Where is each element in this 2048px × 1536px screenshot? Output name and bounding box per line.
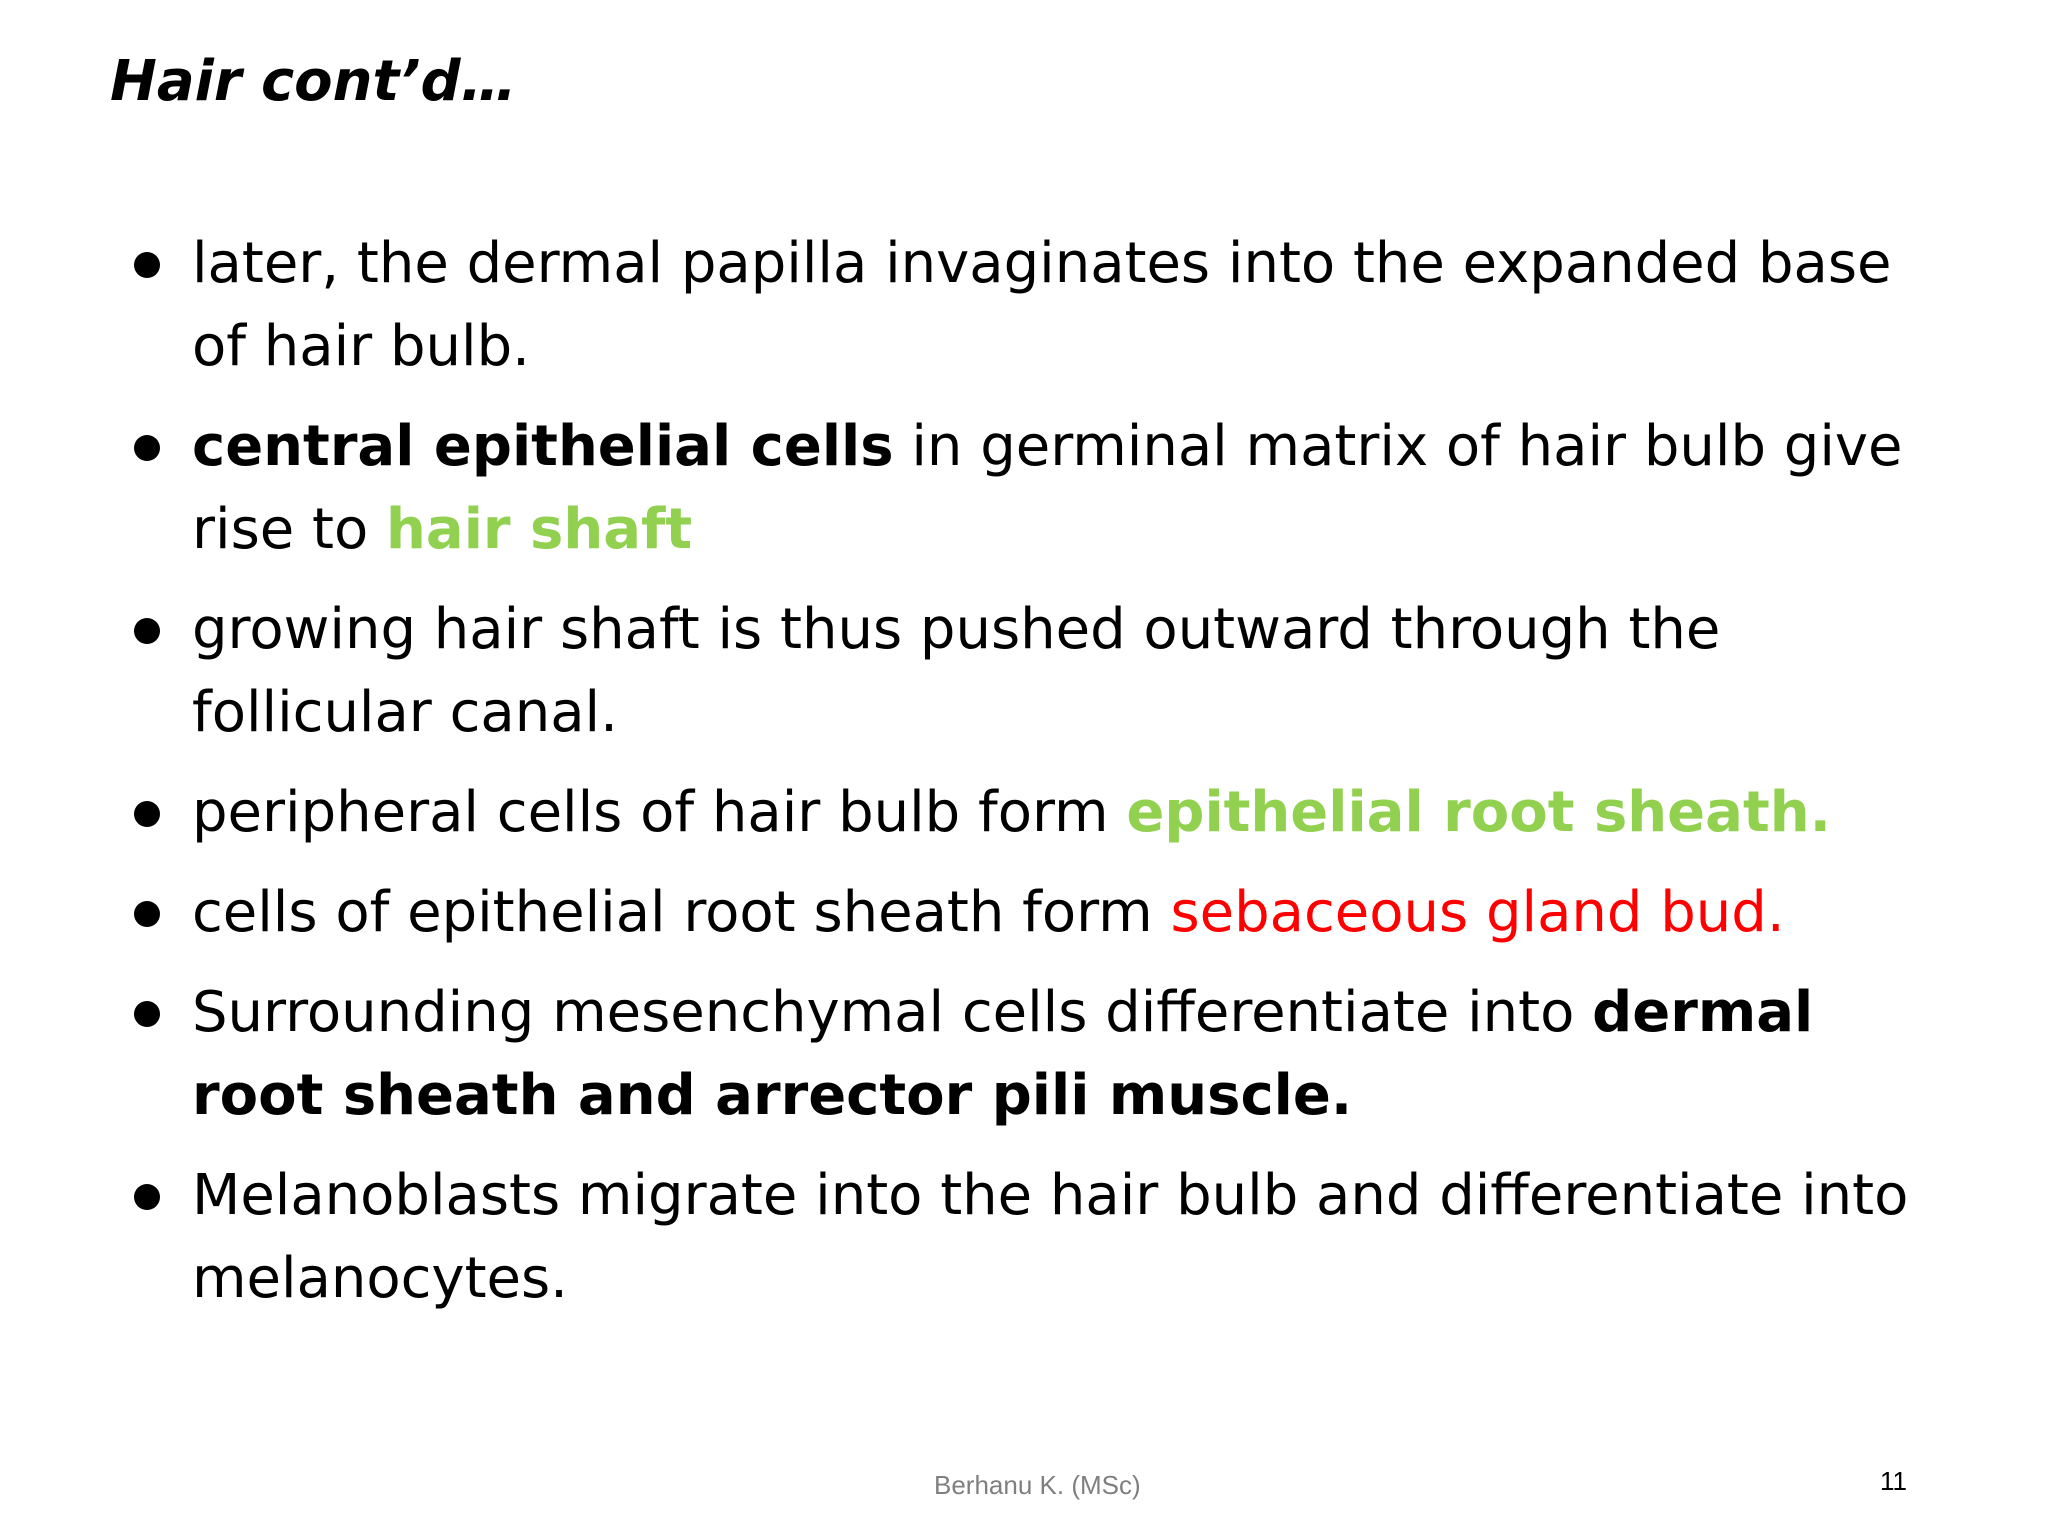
bullet-dot-icon [134, 1001, 160, 1027]
slide-title: Hair cont’d… [110, 49, 517, 114]
bullet-dot-icon [134, 801, 160, 827]
bullet-text: Surrounding mesenchymal cells differentiate into [192, 980, 1593, 1045]
bullet-text: cells of epithelial root sheath form [192, 880, 1171, 945]
bullet-text: Melanoblasts migrate into the hair bulb and differentiate into melanocytes. [192, 1163, 1909, 1311]
bullet-item [130, 871, 1950, 954]
bullet-item [130, 405, 1950, 571]
bullet-dot-icon [134, 252, 160, 278]
slide-footer-author: Berhanu K. (MSc) [934, 1470, 1141, 1500]
bullet-item [130, 222, 1950, 388]
bullet-bold-text: central epithelial cells [192, 414, 894, 479]
bullet-item [130, 588, 1950, 754]
bullet-green-text: epithelial root sheath. [1126, 780, 1831, 845]
bullet-text: later, the dermal papilla invaginates into the expanded base of hair bulb. [192, 231, 1892, 379]
bullet-item [130, 971, 1950, 1137]
bullet-green-text: hair shaft [386, 497, 693, 562]
bullet-list [130, 222, 1950, 1337]
bullet-dot-icon [134, 1184, 160, 1210]
bullet-bold-text: dermal root sheath and arrector pili muscle. [192, 980, 1814, 1128]
bullet-item [130, 771, 1950, 854]
bullet-dot-icon [134, 618, 160, 644]
slide-page-number: 11 [1880, 1466, 1907, 1496]
bullet-text: peripheral cells of hair bulb form [192, 780, 1127, 845]
bullet-item [130, 1154, 1950, 1320]
bullet-dot-icon [134, 435, 160, 461]
bullet-dot-icon [134, 901, 160, 927]
bullet-text: in germinal matrix of hair bulb give rise to [192, 414, 1903, 562]
bullet-red-text: sebaceous gland bud. [1170, 880, 1785, 945]
bullet-text: growing hair shaft is thus pushed outward through the follicular canal. [192, 597, 1721, 745]
